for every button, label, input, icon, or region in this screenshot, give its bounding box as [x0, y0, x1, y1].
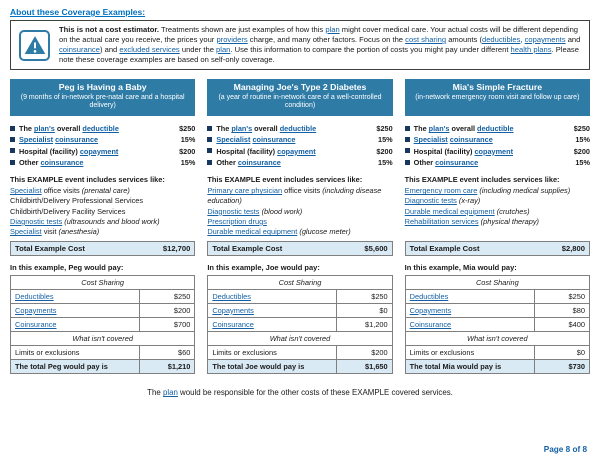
glossary-term-link[interactable]: Emergency room care [404, 186, 478, 196]
text-segment: overall [252, 124, 280, 134]
cost-sharing-table [405, 275, 590, 374]
cost-sharing-section-header: Cost Sharing [208, 276, 392, 290]
limits-label: Limits or exclusions [405, 346, 534, 360]
glossary-term-link[interactable]: Coinsurance [212, 319, 254, 329]
text-segment: and [565, 35, 581, 45]
coverage-example-column-joe [207, 79, 392, 374]
coverage-example-columns [10, 79, 590, 374]
glossary-term-link[interactable]: coinsurance [449, 135, 493, 145]
plan-cost-item [10, 134, 195, 145]
glossary-term-link[interactable]: Specialist [19, 135, 54, 145]
text-segment: (including disease education) [207, 186, 382, 206]
limits-value: $60 [140, 346, 195, 360]
cost-row-label [11, 304, 140, 318]
not-covered-header-row [11, 332, 195, 346]
text-segment: visit [41, 227, 59, 237]
not-covered-header-row [208, 332, 392, 346]
cost-row-deductibles [208, 290, 392, 304]
glossary-term-link[interactable]: Specialist [413, 135, 448, 145]
not-covered-section-header: What isn't covered [405, 332, 589, 346]
cost-sharing-header-row [11, 276, 195, 290]
glossary-term-link[interactable]: copayment [79, 146, 119, 156]
service-item [405, 217, 590, 227]
glossary-term-link[interactable]: Specialist [216, 135, 251, 145]
cost-row-value: $250 [534, 290, 589, 304]
service-item [10, 207, 195, 217]
plan-cost-sharing-list [207, 123, 392, 168]
text-segment: ) and [99, 45, 120, 55]
bullet-square-icon [405, 148, 410, 153]
glossary-term-link[interactable]: Prescription drugs [207, 216, 267, 226]
text-segment: Childbirth/Delivery Professional Services [10, 196, 144, 206]
page-number: Page 8 of 8 [543, 445, 587, 454]
not-covered-header-row [405, 332, 589, 346]
plan-cost-item [405, 146, 590, 157]
glossary-term-link[interactable]: coinsurance [55, 135, 99, 145]
total-pay-label: The total Mia would pay is [405, 360, 534, 374]
cost-row-value: $400 [534, 318, 589, 332]
cost-row-label [405, 290, 534, 304]
total-example-cost-value: $5,600 [364, 244, 388, 254]
cost-sharing-section-header: Cost Sharing [11, 276, 195, 290]
glossary-term-link[interactable]: Durable medical equipment [207, 227, 298, 237]
glossary-term-link[interactable]: cost sharing [405, 35, 447, 45]
cost-row-label [11, 290, 140, 304]
limits-label: Limits or exclusions [208, 346, 337, 360]
glossary-term-link[interactable]: Diagnostic tests [404, 196, 457, 206]
glossary-term-link[interactable]: Specialist [10, 227, 42, 237]
plan-cost-sharing-list [405, 123, 590, 168]
plan-item-value: 15% [180, 157, 196, 167]
glossary-term-link[interactable]: deductible [279, 124, 317, 134]
text-segment: (blood work) [261, 206, 303, 216]
glossary-term-link[interactable]: Copayments [212, 305, 254, 315]
service-item [207, 186, 392, 206]
plan-item-value: $200 [573, 146, 590, 156]
cost-sharing-table [207, 275, 392, 374]
bullet-square-icon [207, 148, 212, 153]
page-title: About these Coverage Examples: [10, 7, 146, 17]
cost-row-coinsurance [208, 318, 392, 332]
example-header [207, 79, 392, 116]
total-example-cost-label: Total Example Cost [212, 244, 283, 254]
cost-row-deductibles [11, 290, 195, 304]
glossary-term-link[interactable]: Coinsurance [15, 319, 57, 329]
text-segment: Hospital (facility) [413, 146, 475, 156]
cost-row-label [11, 318, 140, 332]
limits-row [208, 346, 392, 360]
text-segment: (glucose meter) [299, 227, 351, 237]
service-item [10, 227, 195, 237]
example-subtitle: (9 months of in-network pre-natal care and a hospital delivery) [20, 93, 185, 110]
services-block [405, 175, 590, 237]
text-segment: Hospital (facility) [216, 146, 278, 156]
plan-cost-item [10, 157, 195, 168]
glossary-term-link[interactable]: coinsurance [59, 45, 100, 55]
cost-sharing-header-row [208, 276, 392, 290]
cost-row-label [208, 304, 337, 318]
coverage-example-column-mia [405, 79, 590, 374]
text-segment: office visits [41, 186, 82, 196]
example-subtitle: (in-network emergency room visit and follow up care) [415, 93, 580, 101]
cost-row-coinsurance [11, 318, 195, 332]
total-pay-label: The total Joe would pay is [208, 360, 337, 374]
service-item [405, 207, 590, 217]
glossary-term-link[interactable]: deductible [477, 124, 514, 134]
limits-row [11, 346, 195, 360]
plan-item-label [414, 157, 572, 168]
plan-item-value: 15% [180, 135, 196, 145]
glossary-term-link[interactable]: Diagnostic tests [207, 206, 260, 216]
plan-cost-item [207, 123, 392, 134]
cost-row-label [405, 304, 534, 318]
service-item [207, 207, 392, 217]
example-subtitle: (a year of routine in-network care of a well-controlled condition) [218, 93, 382, 110]
glossary-term-link[interactable]: Specialist [10, 186, 42, 196]
text-segment: (including medical supplies) [479, 186, 571, 196]
cost-row-copayments [405, 304, 589, 318]
text-segment: overall [54, 124, 83, 134]
glossary-term-link[interactable]: Durable medical equipment [404, 206, 495, 216]
glossary-term-link[interactable]: copayment [474, 146, 514, 156]
cost-row-copayments [208, 304, 392, 318]
example-title: Managing Joe's Type 2 Diabetes [233, 82, 367, 93]
glossary-term-link[interactable]: Rehabilitation services [404, 216, 479, 226]
service-item [10, 186, 195, 196]
glossary-term-link[interactable]: coinsurance [252, 135, 296, 145]
plan-item-value: 15% [575, 157, 590, 167]
text-segment: Other [216, 157, 238, 167]
plan-cost-item [207, 134, 392, 145]
text-segment: The [147, 388, 163, 398]
text-segment: The [19, 124, 34, 134]
pay-heading: In this example, Joe would pay: [207, 263, 320, 273]
plan-item-label [19, 123, 175, 134]
cost-row-value: $250 [140, 290, 195, 304]
glossary-term-link[interactable]: Coinsurance [409, 319, 452, 329]
bullet-square-icon [10, 148, 15, 153]
not-covered-section-header: What isn't covered [208, 332, 392, 346]
limits-label: Limits or exclusions [11, 346, 140, 360]
text-segment: The [413, 124, 429, 134]
glossary-term-link[interactable]: Deductibles [212, 291, 251, 301]
service-item [10, 217, 195, 227]
bullet-square-icon [405, 126, 410, 131]
total-example-cost-row [10, 241, 195, 256]
plan-item-value: 15% [575, 135, 590, 145]
text-segment: would be responsible for the other costs of these EXAMPLE covered services. [177, 388, 453, 398]
bullet-square-icon [10, 126, 15, 131]
plan-cost-item [405, 157, 590, 168]
plan-item-label [414, 134, 572, 145]
text-segment: (physical therapy) [480, 216, 539, 226]
alert-icon [19, 30, 50, 61]
services-heading: This EXAMPLE event includes services like: [404, 175, 560, 185]
glossary-term-link[interactable]: copayments [524, 35, 566, 45]
text-segment: . Please note these coverage examples are based on self-only coverage. [59, 45, 579, 65]
services-block [10, 175, 195, 237]
glossary-term-link[interactable]: plan's [428, 124, 450, 134]
text-segment: under the [179, 45, 217, 55]
total-example-cost-row [405, 241, 590, 256]
bullet-square-icon [10, 137, 15, 142]
text-segment: charge, and many other factors. Focus on the [247, 35, 406, 45]
total-example-cost-label: Total Example Cost [409, 244, 480, 254]
pay-heading: In this example, Mia would pay: [404, 263, 517, 273]
text-segment: office visits [282, 186, 323, 196]
text-segment: , [520, 35, 525, 45]
service-item [405, 186, 590, 196]
bullet-square-icon [405, 160, 410, 165]
disclaimer-box [10, 20, 590, 70]
services-heading: This EXAMPLE event includes services like: [10, 175, 165, 185]
total-pay-value: $730 [534, 360, 589, 374]
text-segment: The [216, 124, 232, 134]
services-block [207, 175, 392, 237]
cost-sharing-section-header: Cost Sharing [405, 276, 589, 290]
plan-item-value: $250 [573, 124, 590, 134]
service-item [405, 196, 590, 206]
total-example-cost-row [207, 241, 392, 256]
cost-row-label [405, 318, 534, 332]
text-segment: Other [19, 157, 41, 167]
total-example-cost-value: $12,700 [162, 244, 191, 254]
cost-row-value: $200 [140, 304, 195, 318]
glossary-term-link[interactable]: deductibles [481, 35, 521, 45]
text-segment: Other [413, 157, 436, 167]
limits-row [405, 346, 589, 360]
example-title: Mia's Simple Fracture [452, 82, 543, 93]
total-pay-value: $1,650 [337, 360, 392, 374]
bullet-square-icon [207, 126, 212, 131]
total-pay-row [208, 360, 392, 374]
services-heading: This EXAMPLE event includes services like: [207, 175, 363, 185]
plan-cost-item [10, 146, 195, 157]
text-segment: (ultrasounds and blood work) [64, 216, 160, 226]
cost-row-copayments [11, 304, 195, 318]
limits-value: $200 [337, 346, 392, 360]
service-item [207, 227, 392, 237]
glossary-term-link[interactable]: providers [216, 35, 248, 45]
glossary-term-link[interactable]: plan [162, 388, 178, 398]
plan-item-label [216, 123, 372, 134]
example-title: Peg is Having a Baby [58, 82, 147, 93]
coverage-example-column-peg [10, 79, 195, 374]
text-segment: (anesthesia) [58, 227, 100, 237]
pay-heading: In this example, Peg would pay: [10, 263, 124, 273]
bullet-square-icon [207, 137, 212, 142]
plan-item-label [414, 146, 570, 157]
plan-item-label [216, 146, 372, 157]
glossary-term-link[interactable]: deductible [82, 124, 119, 134]
example-header [405, 79, 590, 116]
bullet-square-icon [10, 160, 15, 165]
cost-row-value: $700 [140, 318, 195, 332]
cost-row-deductibles [405, 290, 589, 304]
plan-cost-item [405, 134, 590, 145]
glossary-term-link[interactable]: plan's [34, 124, 55, 134]
glossary-term-link[interactable]: coinsurance [237, 157, 281, 167]
cost-row-coinsurance [405, 318, 589, 332]
total-pay-row [405, 360, 589, 374]
plan-item-label [414, 123, 570, 134]
cost-row-label [208, 318, 337, 332]
cost-row-label [208, 290, 337, 304]
text-segment: Treatments shown are just examples of how this [159, 25, 326, 34]
glossary-term-link[interactable]: coinsurance [40, 157, 84, 167]
glossary-term-link[interactable]: Deductibles [409, 291, 449, 301]
text-segment: This is not a cost estimator. [59, 25, 160, 34]
footer-note [10, 388, 590, 397]
cost-sharing-table [10, 275, 195, 374]
plan-item-value: 15% [378, 157, 393, 167]
cost-sharing-header-row [405, 276, 589, 290]
glossary-term-link[interactable]: Diagnostic tests [10, 216, 63, 226]
plan-item-label [19, 157, 177, 168]
plan-cost-item [405, 123, 590, 134]
glossary-term-link[interactable]: health plans [510, 45, 552, 55]
glossary-term-link[interactable]: Copayments [409, 305, 452, 315]
bullet-square-icon [207, 160, 212, 165]
example-header [10, 79, 195, 116]
plan-item-label [216, 134, 374, 145]
service-item [207, 217, 392, 227]
limits-value: $0 [534, 346, 589, 360]
glossary-term-link[interactable]: plan [216, 45, 231, 55]
cost-row-value: $80 [534, 304, 589, 318]
text-segment: might cover medical care. Your actual costs will be different depending on the actual care you receive, the prices your [59, 25, 579, 45]
text-segment: . Use this information to compare the portion of costs you might pay under different [230, 45, 511, 55]
plan-item-value: $250 [179, 124, 196, 134]
total-example-cost-label: Total Example Cost [15, 244, 85, 254]
text-segment: (x-ray) [458, 196, 481, 206]
plan-item-value: $250 [376, 124, 393, 134]
glossary-term-link[interactable]: coinsurance [435, 157, 479, 167]
text-segment: Hospital (facility) [19, 146, 80, 156]
warning-triangle-icon [24, 35, 46, 55]
glossary-term-link[interactable]: copayment [277, 146, 316, 156]
not-covered-section-header: What isn't covered [11, 332, 195, 346]
plan-cost-item [10, 123, 195, 134]
plan-cost-item [207, 146, 392, 157]
disclaimer-text [59, 25, 581, 65]
plan-item-label [216, 157, 374, 168]
cost-row-value: $0 [337, 304, 392, 318]
plan-item-label [19, 134, 177, 145]
plan-item-value: 15% [378, 135, 393, 145]
total-pay-value: $1,210 [140, 360, 195, 374]
service-item [10, 196, 195, 206]
text-segment: (crutches) [496, 206, 530, 216]
glossary-term-link[interactable]: plan's [231, 124, 253, 134]
cost-row-value: $250 [337, 290, 392, 304]
glossary-term-link[interactable]: plan [325, 25, 340, 34]
glossary-term-link[interactable]: Deductibles [15, 291, 54, 301]
plan-cost-item [207, 157, 392, 168]
text-segment: (prenatal care) [81, 186, 130, 196]
bullet-square-icon [405, 137, 410, 142]
plan-item-value: $200 [179, 146, 196, 156]
plan-item-label [19, 146, 175, 157]
total-example-cost-value: $2,800 [561, 244, 585, 254]
glossary-term-link[interactable]: Copayments [15, 305, 57, 315]
plan-item-value: $200 [376, 146, 393, 156]
glossary-term-link[interactable]: excluded services [119, 45, 180, 55]
plan-cost-sharing-list [10, 123, 195, 168]
text-segment: overall [449, 124, 478, 134]
total-pay-row [11, 360, 195, 374]
text-segment: Childbirth/Delivery Facility Services [10, 206, 126, 216]
glossary-term-link[interactable]: Primary care physician [207, 186, 283, 196]
cost-row-value: $1,200 [337, 318, 392, 332]
text-segment: amounts ( [446, 35, 482, 45]
total-pay-label: The total Peg would pay is [11, 360, 140, 374]
